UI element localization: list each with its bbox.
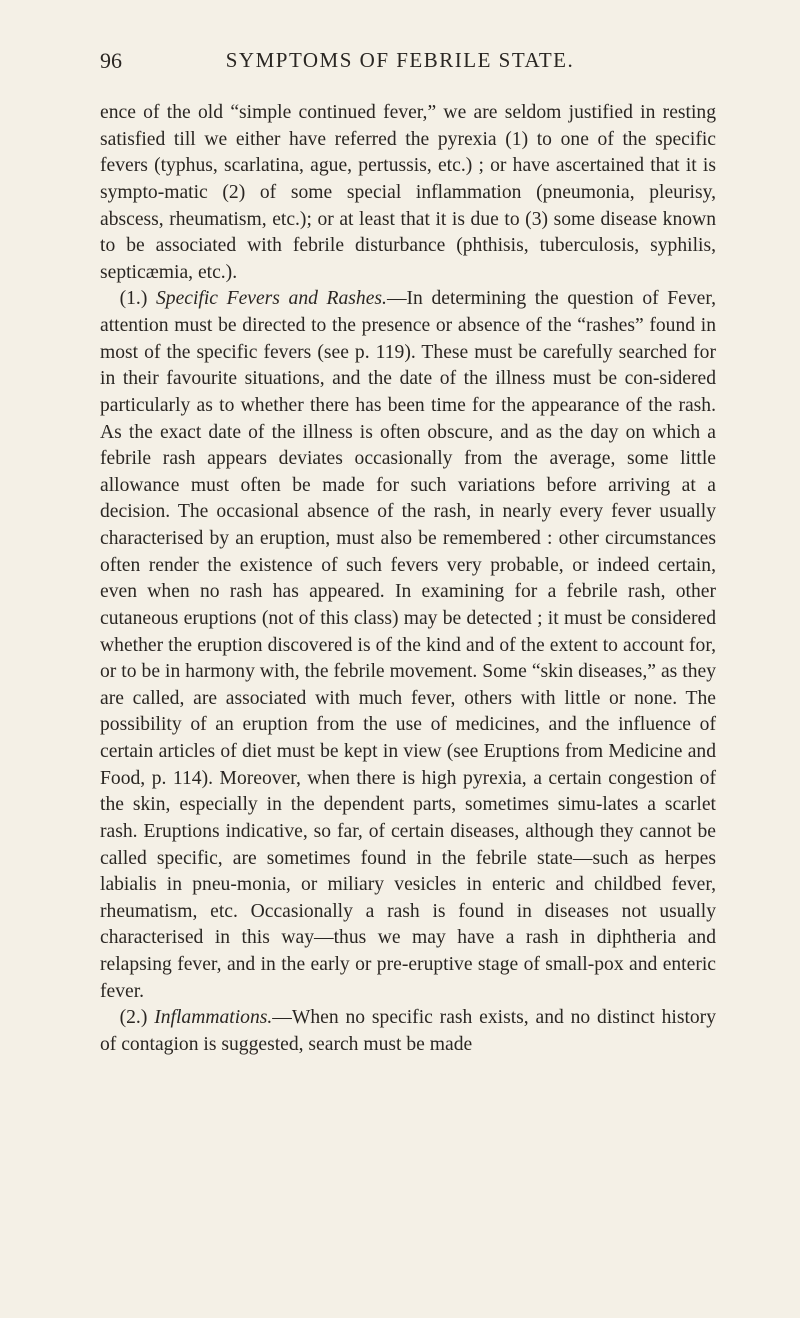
running-title: SYMPTOMS OF FEBRILE STATE. <box>225 48 575 72</box>
section-number: (1.) <box>119 288 148 310</box>
section-heading: Specific Fevers and Rashes. <box>155 288 387 310</box>
page-header <box>100 48 700 78</box>
section-number: (2.) <box>119 1007 148 1029</box>
paragraph-text: —When no specific rash exists, and no distinct history of contagion is suggested, search must be made <box>100 1007 717 1055</box>
body-text <box>100 100 716 1059</box>
paragraph-text: ence of the old “simple continued fever,” we are seldom justified in resting satisfied till we either have referred the pyrexia (1) to one of the specific fevers (typhus, scarlatina, ague, pertussis, etc.) ; or have ascertained that it is sympto-matic (2) of some special inflammation (pneumonia, pleurisy, abscess, rheumatism, etc.); or at least that it is due to (3) some disease known to be associated with febrile disturbance (phthisis, tuberculosis, syphilis, septicæmia, etc.). <box>100 102 716 283</box>
page-number: 96 <box>100 48 122 73</box>
paragraph-inflammations <box>100 1005 716 1058</box>
paragraph-text: —In determining the question of Fever, attention must be directed to the presence or absence of the “rashes” found in most of the specific fevers (see p. 119). These must be carefully searched for in their favourite situations, and the date of the illness must be con-sidered particularly as to whether there has been time for the appearance of the rash. As the exact date of the illness is often obscure, and as the day on which a febrile rash appears deviates occasionally from the average, some little allowance must often be made for such variations before arriving at a decision. The occasional absence of the rash, in nearly every fever usually characterised by an eruption, must also be remembered : other circumstances often render the existence of such fevers very probable, or indeed certain, even when no rash has appeared. In examining for a febrile rash, other cutaneous eruptions (not of this class) may be detected ; it must be considered whether the eruption discovered is of the kind and of the extent to account for, or to be in harmony with, the febrile movement. Some “skin diseases,” as they are called, are associated with much fever, others with little or none. The possibility of an eruption from the use of medicines, and the influence of certain articles of diet must be kept in view (see Eruptions from Medicine and Food, p. 114). Moreover, when there is high pyrexia, a certain congestion of the skin, especially in the dependent parts, sometimes simu-lates a scarlet rash. Eruptions indicative, so far, of certain diseases, although they cannot be called specific, are sometimes found in the febrile state—such as herpes labialis in pneu-monia, or miliary vesicles in enteric and childbed fever, rheumatism, etc. Occasionally a rash is found in diseases not usually characterised in this way—thus we may have a rash in diphtheria and relapsing fever, and in the early or pre-eruptive stage of small-pox and enteric fever. <box>100 288 716 1002</box>
section-heading: Inflammations. <box>154 1007 273 1029</box>
paragraph-specific-fevers <box>100 286 716 1005</box>
paragraph-continuation <box>100 100 716 286</box>
